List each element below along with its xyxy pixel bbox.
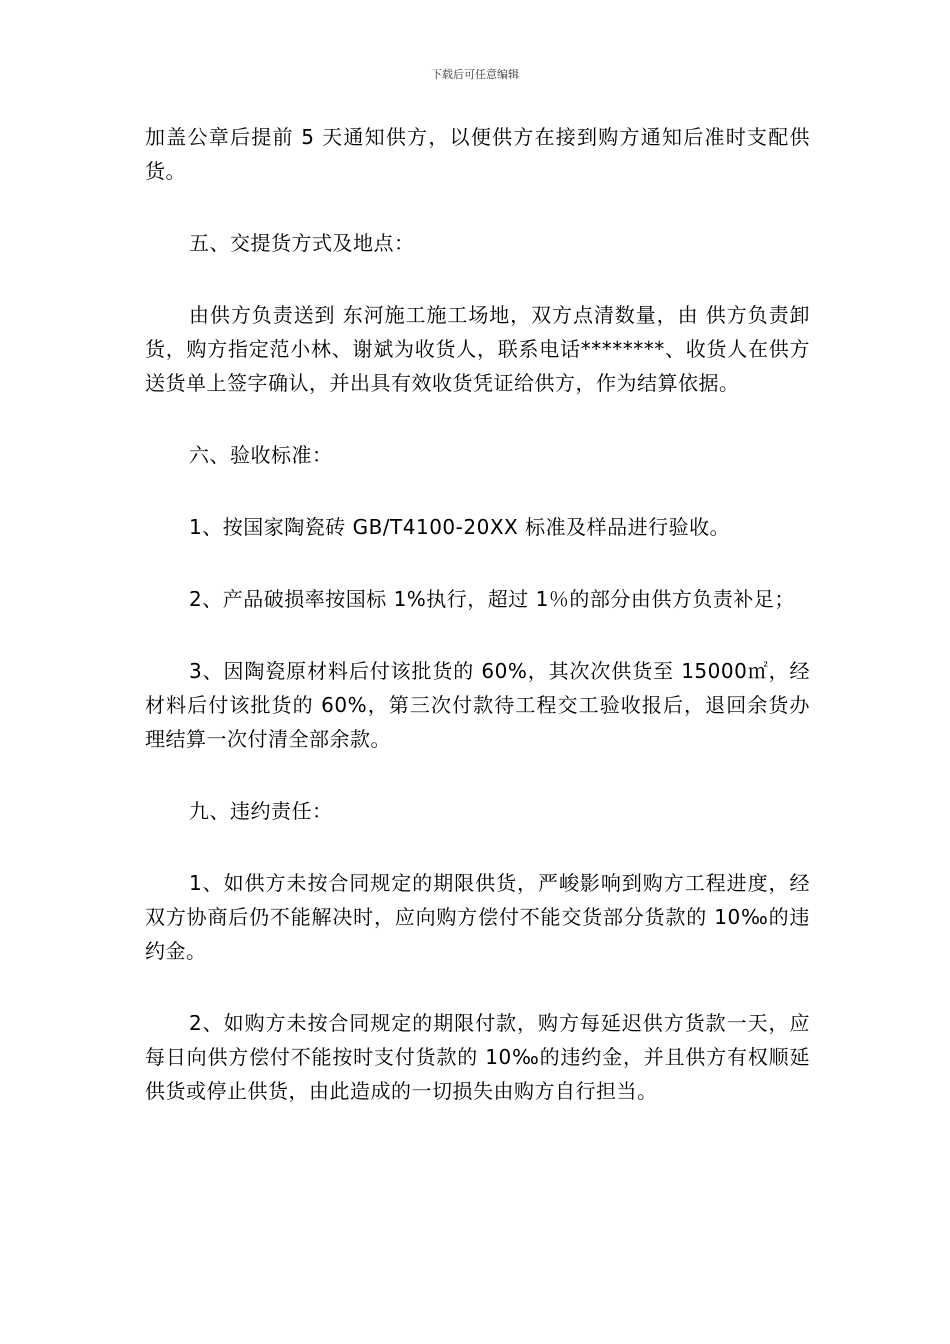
paragraph-acceptance-2: 2、产品破损率按国标 1%执行，超过 1％的部分由供方负责补足； (189, 587, 795, 611)
section-heading-acceptance: 六、验收标准： (189, 443, 333, 467)
paragraph-acceptance-1: 1、按国家陶瓷砖 GB/T4100-20XX 标准及样品进行验收。 (189, 515, 731, 539)
paragraph-delivery-terms: 由供方负责送到 东河施工施工场地，双方点清数量，由 供方负责卸货，购方指定范小林、谢斌为收货人，联系电话********、收货人在供方送货单上签字确认，并出具有效收货凭证给供方，作为结算依据。 (145, 303, 810, 395)
paragraph-liability-2: 2、如购方未按合同规定的期限付款，购方每延迟供方货款一天，应每日向供方偿付不能按时支付货款的 10‰的违约金，并且供方有权顺延供货或停止供货，由此造成的一切损失由购方自行担当。 (145, 1011, 810, 1103)
paragraph-acceptance-3: 3、因陶瓷原材料后付该批货的 60%，其次次供货至 15000㎡，经材料后付该批货的 60%，第三次付款待工程交工验收报后，退回余货办理结算一次付清全部余款。 (145, 659, 810, 751)
section-heading-delivery: 五、交提货方式及地点： (189, 231, 415, 255)
paragraph-liability-1: 1、如供方未按合同规定的期限供货，严峻影响到购方工程进度，经双方协商后仍不能解决时，应向购方偿付不能交货部分货款的 10‰的违约金。 (145, 871, 810, 963)
page-header: 下载后可任意编辑 (431, 68, 519, 81)
document-body (145, 120, 810, 1146)
section-heading-liability: 九、违约责任： (189, 799, 333, 823)
paragraph-supply-notice: 加盖公章后提前 5 天通知供方，以便供方在接到购方通知后准时支配供货。 (145, 125, 810, 183)
